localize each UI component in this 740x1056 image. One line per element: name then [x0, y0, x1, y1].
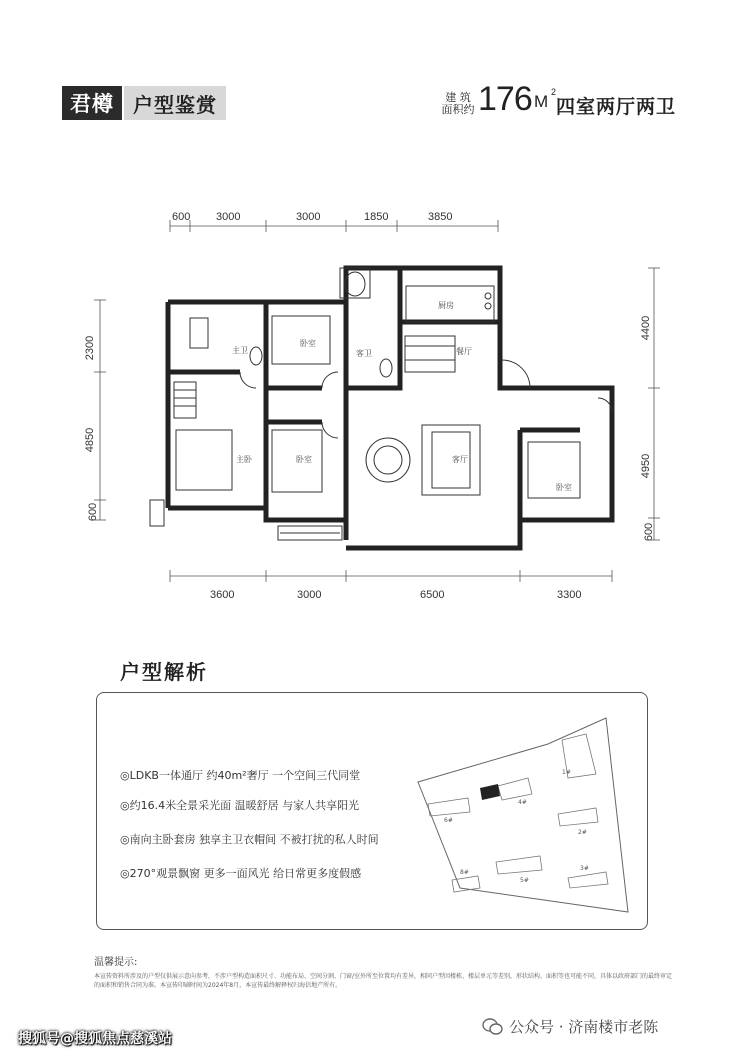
site-label-3: 3#: [580, 865, 589, 872]
dim-top-1: 600: [172, 211, 191, 223]
room-bedroom-mid: 卧室: [296, 455, 312, 464]
tips-title: 温馨提示:: [94, 957, 138, 968]
room-guest-bath: 客卫: [356, 349, 372, 358]
dim-left-1: 2300: [84, 335, 97, 361]
site-plan: [408, 712, 634, 916]
site-label-6: 6#: [444, 817, 453, 824]
dim-bottom-1: 3600: [210, 589, 235, 601]
room-master-bedroom: 主卧: [236, 455, 252, 464]
dim-left-2: 4850: [84, 427, 97, 453]
feature-2: ◎约16.4米全景采光面 温暖舒居 与家人共享阳光: [120, 799, 360, 812]
dim-left-3: 600: [87, 502, 100, 522]
dim-top-4: 1850: [364, 211, 389, 223]
dim-bottom-2: 3000: [297, 589, 322, 601]
site-label-5: 5#: [520, 877, 529, 884]
feature-1: ◎LDKB一体通厅 约40m²奢厅 一个空间三代同堂: [120, 769, 361, 782]
area-unit-superscript: 2: [551, 87, 557, 97]
area-label: 建 筑面积约: [441, 91, 475, 116]
site-label-4: 4#: [518, 799, 527, 806]
feature-4: ◎270°观景飘窗 更多一面风光 给日常更多度假感: [120, 867, 362, 880]
wechat-icon: [482, 1018, 504, 1036]
area-unit: M: [534, 92, 549, 111]
page-subtitle: 户型鉴赏: [124, 86, 226, 120]
layout-type: 四室两厅两卫: [556, 96, 677, 118]
dim-bottom-3: 6500: [420, 589, 445, 601]
dim-bottom-4: 3300: [557, 589, 582, 601]
watermark-source: 搜狐号@搜狐焦点慈溪站: [18, 1031, 172, 1047]
tips-text: 本宣传资料所涉及的户型仅供展示意向参考，不涉户型构造面积尺寸、功能布局、空间分割、门窗/室外所至位置均有差异，相同户型因楼栋、楼层单元等差别，形状结构、面积等也可能不同，具体以政府部门的最终审定的面积和销售合同为准。本宣传印刷时间为2024年8月，本宣传最终解释权归海信地产所有。: [94, 973, 673, 989]
feature-3: ◎南向主卧套房 独享主卫衣帽间 不被打扰的私人时间: [120, 833, 379, 846]
dim-right-1: 4400: [640, 315, 653, 341]
room-bedroom-top: 卧室: [300, 339, 316, 348]
dim-top-3: 3000: [296, 211, 321, 223]
room-master-bath: 主卫: [232, 346, 248, 355]
brand-name: 君樽: [62, 86, 122, 120]
wechat-account[interactable]: [482, 1016, 658, 1037]
site-label-1: 1#: [562, 769, 571, 776]
wechat-account-name: 公众号 · 济南楼市老陈: [509, 1018, 659, 1036]
analysis-title: 户型解析: [120, 660, 208, 684]
site-label-8: 8#: [460, 869, 469, 876]
room-dining: 餐厅: [456, 347, 472, 356]
room-bedroom-right: 卧室: [556, 483, 572, 492]
room-kitchen: 厨房: [438, 301, 454, 310]
dim-right-3: 600: [643, 522, 656, 542]
dim-top-5: 3850: [428, 211, 453, 223]
site-label-2: 2#: [578, 829, 587, 836]
dim-right-2: 4950: [640, 453, 653, 479]
room-living: 客厅: [452, 455, 468, 464]
area-value: 176: [478, 80, 532, 118]
dim-top-2: 3000: [216, 211, 241, 223]
